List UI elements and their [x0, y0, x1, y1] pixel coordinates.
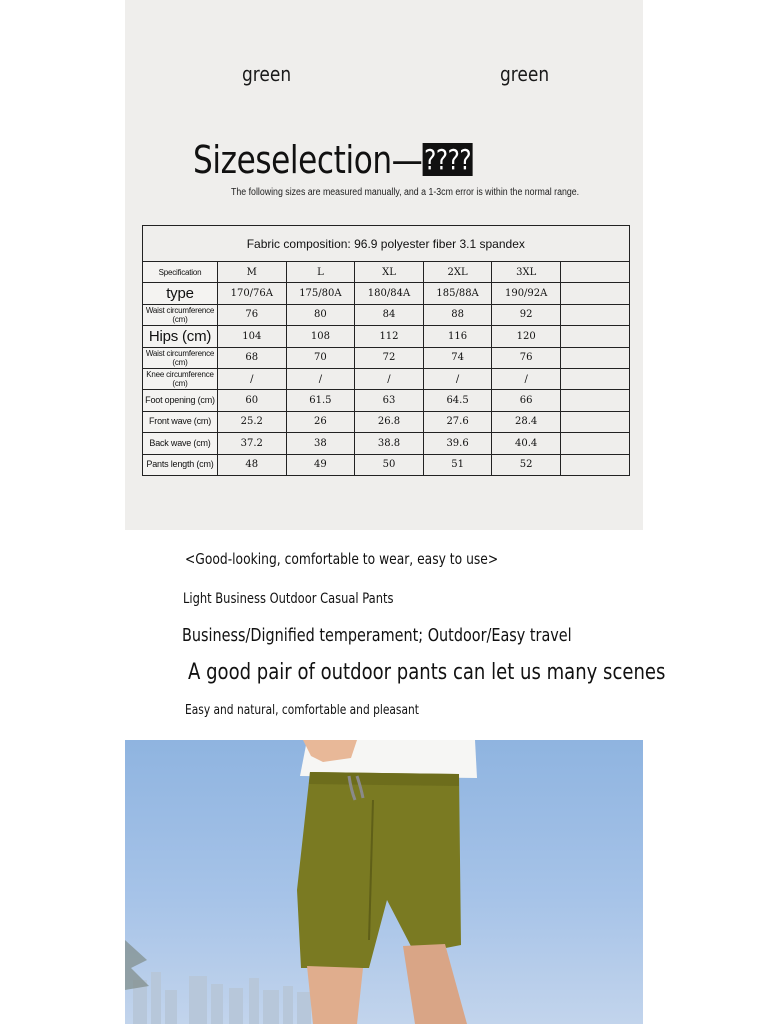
- measurement-note: The following sizes are measured manually, and a 1-3cm error is within the normal range.: [231, 187, 580, 198]
- city-skyline: [133, 972, 311, 1024]
- size-cell: [560, 368, 629, 389]
- shorts-model-image: [125, 740, 643, 1024]
- size-row: [143, 326, 630, 347]
- size-cell: 2XL: [423, 262, 492, 283]
- size-cell: 116: [423, 326, 492, 347]
- size-cell: 26.8: [355, 411, 424, 432]
- size-cell: 74: [423, 347, 492, 368]
- size-cell: 76: [218, 304, 287, 325]
- tagline-4: A good pair of outdoor pants can let us many scenes: [188, 660, 666, 685]
- size-cell: 104: [218, 326, 287, 347]
- size-cell: 38: [286, 433, 355, 454]
- size-row: [143, 454, 630, 475]
- row-label: Waist circumference (cm): [143, 304, 218, 325]
- fabric-composition: Fabric composition: 96.9 polyester fiber 3.1 spandex: [143, 226, 630, 262]
- size-cell: 108: [286, 326, 355, 347]
- size-cell: 120: [492, 326, 561, 347]
- size-cell: [560, 283, 629, 304]
- row-label: Waist circumference (cm): [143, 347, 218, 368]
- size-cell: 80: [286, 304, 355, 325]
- title-box-text: ????: [424, 143, 472, 176]
- size-cell: [560, 390, 629, 411]
- size-cell: 27.6: [423, 411, 492, 432]
- size-cell: XL: [355, 262, 424, 283]
- size-row: [143, 304, 630, 325]
- size-cell: /: [286, 368, 355, 389]
- size-cell: 72: [355, 347, 424, 368]
- size-row: [143, 347, 630, 368]
- size-cell: 76: [492, 347, 561, 368]
- size-cell: 185/88A: [423, 283, 492, 304]
- size-cell: 61.5: [286, 390, 355, 411]
- product-photo: [125, 740, 643, 1024]
- size-cell: 28.4: [492, 411, 561, 432]
- size-cell: L: [286, 262, 355, 283]
- size-cell: /: [218, 368, 287, 389]
- row-label: Foot opening (cm): [143, 390, 218, 411]
- size-row: [143, 283, 630, 304]
- size-cell: 190/92A: [492, 283, 561, 304]
- size-cell: 26: [286, 411, 355, 432]
- size-selection-title: [193, 138, 473, 182]
- size-cell: [560, 262, 629, 283]
- tagline-2: Light Business Outdoor Casual Pants: [183, 591, 394, 607]
- size-cell: 39.6: [423, 433, 492, 454]
- tagline-5: Easy and natural, comfortable and pleasant: [185, 703, 419, 718]
- size-cell: 48: [218, 454, 287, 475]
- size-cell: [560, 454, 629, 475]
- size-cell: 92: [492, 304, 561, 325]
- size-cell: [560, 326, 629, 347]
- title-text: Sizeselection—: [193, 138, 423, 182]
- tagline-1: <Good-looking, comfortable to wear, easy to use>: [185, 550, 499, 568]
- size-cell: 175/80A: [286, 283, 355, 304]
- color-label-left: green: [242, 62, 292, 86]
- size-cell: 50: [355, 454, 424, 475]
- size-cell: /: [423, 368, 492, 389]
- size-cell: [560, 411, 629, 432]
- size-cell: 64.5: [423, 390, 492, 411]
- size-cell: [560, 433, 629, 454]
- size-row: [143, 390, 630, 411]
- size-row: [143, 411, 630, 432]
- size-cell: 52: [492, 454, 561, 475]
- fabric-row: [143, 226, 630, 262]
- row-label: type: [143, 283, 218, 304]
- row-label: Specification: [143, 262, 218, 283]
- size-cell: 66: [492, 390, 561, 411]
- size-row: [143, 368, 630, 389]
- size-cell: 70: [286, 347, 355, 368]
- size-cell: 88: [423, 304, 492, 325]
- size-cell: 38.8: [355, 433, 424, 454]
- size-cell: 170/76A: [218, 283, 287, 304]
- size-cell: /: [355, 368, 424, 389]
- size-row: [143, 262, 630, 283]
- size-cell: 3XL: [492, 262, 561, 283]
- row-label: Back wave (cm): [143, 433, 218, 454]
- row-label: Front wave (cm): [143, 411, 218, 432]
- size-cell: 25.2: [218, 411, 287, 432]
- size-cell: 37.2: [218, 433, 287, 454]
- size-cell: 63: [355, 390, 424, 411]
- size-table: [142, 225, 630, 476]
- row-label: Knee circumference (cm): [143, 368, 218, 389]
- size-cell: 60: [218, 390, 287, 411]
- size-cell: 84: [355, 304, 424, 325]
- row-label: Pants length (cm): [143, 454, 218, 475]
- size-cell: [560, 347, 629, 368]
- size-cell: 68: [218, 347, 287, 368]
- size-cell: M: [218, 262, 287, 283]
- size-row: [143, 433, 630, 454]
- color-label-right: green: [500, 62, 550, 86]
- size-cell: 40.4: [492, 433, 561, 454]
- size-cell: /: [492, 368, 561, 389]
- size-cell: 51: [423, 454, 492, 475]
- size-cell: 49: [286, 454, 355, 475]
- size-cell: [560, 304, 629, 325]
- size-cell: 112: [355, 326, 424, 347]
- tagline-3: Business/Dignified temperament; Outdoor/Easy travel: [182, 625, 572, 646]
- row-label: Hips (cm): [143, 326, 218, 347]
- size-cell: 180/84A: [355, 283, 424, 304]
